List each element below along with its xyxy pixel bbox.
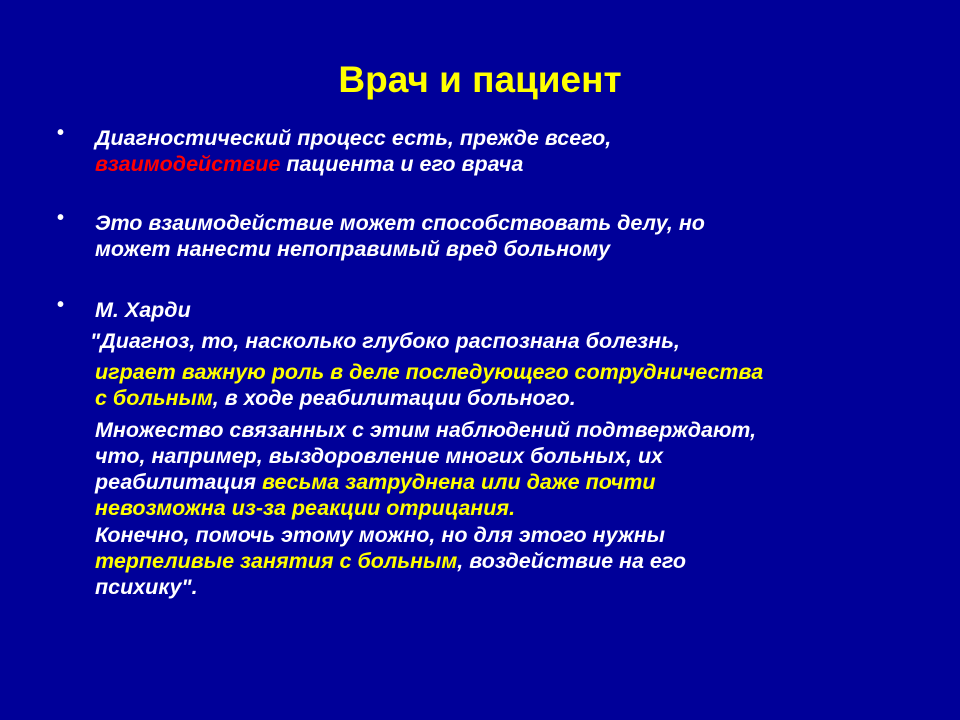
text-line: Диагностический процесс есть, прежде всего, [95, 126, 612, 150]
text-line [95, 548, 945, 574]
quote-paragraph-1 [90, 328, 940, 354]
text-fragment: , воздействие на его [457, 549, 686, 573]
bullet-icon: • [57, 207, 65, 229]
quote-paragraph-2 [95, 417, 945, 521]
quote-paragraph-1-cont [95, 359, 945, 411]
bullet-text-1 [95, 125, 945, 177]
highlight-yellow: терпеливые занятия с больным [95, 549, 458, 573]
text-line [95, 469, 945, 495]
quote-paragraph-3 [95, 522, 945, 600]
bullet-text-2 [95, 210, 945, 262]
text-line: психику". [95, 575, 198, 599]
slide-title: Врач и пациент [338, 59, 622, 100]
text-line: Конечно, помочь этому можно, но для этого нужны [95, 523, 666, 547]
bullet-author: М. Харди [95, 298, 191, 322]
text-fragment: , в ходе реабилитации больного. [212, 386, 576, 410]
text-fragment: реабилитация [95, 470, 262, 494]
text-line [95, 151, 945, 177]
bullet-icon: • [57, 294, 65, 316]
highlight-yellow: с больным [95, 386, 213, 410]
text-line: Это взаимодействие может способствовать делу, но [95, 211, 705, 235]
highlight-yellow: играет важную роль в деле последующего сотрудничества [95, 360, 764, 384]
text-line: может нанести непоправимый вред больному [95, 237, 611, 261]
highlight-yellow: весьма затруднена или даже почти [262, 470, 656, 494]
text-fragment: пациента и его врача [280, 152, 524, 176]
text-line [95, 385, 945, 411]
bullet-icon: • [57, 122, 65, 144]
highlight-red: взаимодействие [95, 152, 281, 176]
text-line: что, например, выздоровление многих больных, их [95, 444, 664, 468]
highlight-yellow: невозможна из-за реакции отрицания. [95, 496, 516, 520]
text-line: Множество связанных с этим наблюдений подтверждают, [95, 418, 757, 442]
text-line: "Диагноз, то, насколько глубоко распознана болезнь, [90, 329, 680, 353]
